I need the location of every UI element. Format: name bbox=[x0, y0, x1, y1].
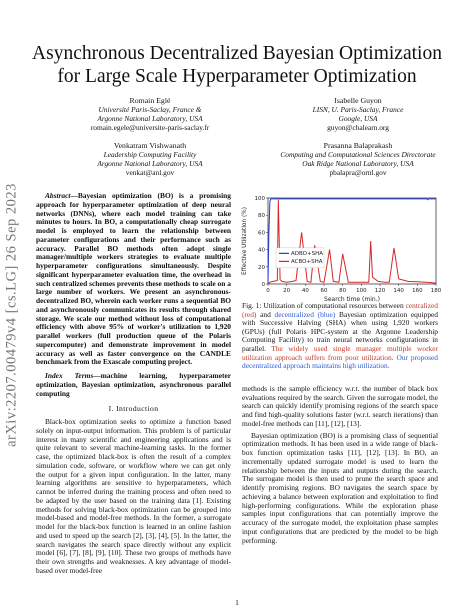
author-block-4 bbox=[240, 141, 476, 177]
intro-paragraph-1: Black-box optimization seeks to optimize a function based solely on input-output information. This problem is of particular interest in many scientific and engineering applications and is quite relevant to several machine-learning tasks. In the former case, the optimized black-box is often the result of a complex simulation code, software, or workflow where we can get only the output for a given input configuration. In the latter, many learning algorithms are sensitive to hyperparameters, which cannot be inferred during the training process and often need to be adapted by the user based on the training data [1]. Existing methods for solving black-box optimization can be grouped into model-based and model-free methods. In the former, a surrogate model for the black-box function is learned in an online fashion and used to speed up the search [2], [3], [4], [5]. In the latter, the search navigates the search space directly without any explicit model [6], [7], [8], [9], [10]. These two groups of methods have their own strengths and weaknesses. A key advantage of model-based over model-free bbox=[36, 417, 231, 575]
author-block-1 bbox=[60, 96, 240, 132]
x-tick-label: 60 bbox=[320, 288, 328, 294]
figure-1-caption bbox=[242, 302, 438, 371]
author-block-2 bbox=[270, 96, 446, 132]
author-affiliation: Université Paris-Saclay, France & bbox=[98, 105, 202, 114]
x-tick-label: 20 bbox=[283, 288, 291, 294]
x-tick-label: 0 bbox=[266, 288, 270, 294]
index-terms-label: Index Terms bbox=[45, 371, 94, 380]
y-tick-label: 0 bbox=[261, 282, 265, 288]
author-email: venkat@anl.gov bbox=[125, 168, 175, 177]
author-affiliation: Google, USA bbox=[338, 114, 378, 123]
author-affiliation: Argonne National Laboratory, USA bbox=[97, 114, 203, 123]
caption-text: Fig. 1: Utilization of computational resources between bbox=[242, 301, 406, 310]
index-terms-text: —machine learning, hyperparameter optimization, Bayesian optimization, asynchronous parallel computing bbox=[36, 371, 232, 398]
x-tick-label: 80 bbox=[339, 288, 347, 294]
author-name: Prasanna Balaprakash bbox=[323, 141, 393, 150]
x-tick-label: 40 bbox=[301, 288, 309, 294]
x-tick-label: 140 bbox=[393, 288, 404, 294]
arxiv-identifier bbox=[4, 150, 20, 480]
right-column bbox=[242, 302, 438, 545]
legend-entry: ACBO+SHA bbox=[291, 258, 323, 265]
author-email: pbalapra@ornl.gov bbox=[329, 168, 387, 177]
author-affiliation: Leadership Computing Facility bbox=[103, 150, 197, 159]
author-affiliation: LISN, U. Paris-Saclay, France bbox=[312, 105, 404, 114]
author-affiliation: Computing and Computational Sciences Directorate bbox=[280, 150, 436, 159]
caption-text: Bayesian optimization equipped with Successive Halving (SHA) when using 1,920 workers (GPUs) (full Polaris HPC-system at the Argonne Leadership Computing Facility) to train neural networks configurations in parallel. bbox=[242, 309, 438, 353]
abstract-text: —Bayesian optimization (BO) is a promising approach for hyperparameter optimization of deep neural networks (DNNs), where each model training can take minutes to hours. In BO, a computationally cheap surrogate model is employed to learn the relationship between parameter configurations and their performance such as accuracy. Parallel BO methods often adopt single manager/multiple workers strategies to evaluate multiple hyperparameter configurations simultaneously. Despite significant hyperparameter evaluation time, the overhead in such centralized schemes prevents these methods to scale on a large number of workers. We present an asynchronous-decentralized BO, wherein each worker runs a sequential BO and asynchronously communicates its results through shared storage. We scale our method without loss of computational efficiency with above 95% of worker's utilization to 1,920 parallel workers (full production queue of the Polaris supercomputer) and demonstrate improvement in model accuracy as well as faster convergence on the CANDLE benchmark from the Exascale computing project. bbox=[36, 191, 231, 367]
paper-title-line-1: Asynchronous Decentralized Bayesian Optimization bbox=[32, 43, 442, 64]
plot-frame bbox=[268, 198, 436, 284]
author-name: Isabelle Guyon bbox=[334, 96, 382, 105]
author-affiliation: Oak Ridge National Laboratory, USA bbox=[302, 159, 414, 168]
y-tick-label: 60 bbox=[258, 230, 265, 237]
author-block-3 bbox=[60, 141, 240, 177]
right-paragraph-2: Bayesian optimization (BO) is a promising class of sequential optimization methods. It has been used in a wide range of black-box function optimization tasks [11], [12], [13]. In BO, an incrementally updated surrogate model is used to learn the relationship between the inputs and outputs during the search. The surrogate model is then used to prune the search space and identify promising regions. BO navigates the search space by achieving a balance between exploration and exploitation to find high-performing configurations. While the exploration phase samples input configurations that can potentially improve the accuracy of the surrogate model, the exploitation phase samples input configurations that are predicted by the model to be high performing. bbox=[242, 430, 438, 545]
x-tick-label: 160 bbox=[412, 288, 423, 294]
caption-decentralized: decentralized (blue) bbox=[274, 309, 336, 319]
caption-text: and bbox=[256, 309, 275, 319]
author-email: guyon@chalearn.org bbox=[327, 123, 389, 132]
section-heading-introduction: I. Introduction bbox=[108, 404, 159, 414]
page-number: 1 bbox=[235, 598, 239, 607]
series-line-acbo-sha bbox=[268, 200, 436, 284]
paper-title-line-2: for Large Scale Hyperparameter Optimization bbox=[57, 66, 417, 87]
caption-blue-statement: Our proposed decentralized approach maintains high utilization. bbox=[242, 352, 438, 371]
right-paragraph-1: methods is the sample efficiency w.r.t. the number of black box evaluations required by the search. Given the surrogate model, the search can quickly identify promising regions of the search space and find high-quality solutions faster (w.r.t. search iterations) than model-free methods can [11], [12], [13]. bbox=[242, 383, 438, 428]
x-tick-label: 100 bbox=[356, 288, 367, 294]
utilization-chart bbox=[240, 190, 440, 302]
author-name: Venkatram Vishwanath bbox=[113, 141, 187, 150]
y-tick-label: 40 bbox=[258, 247, 265, 254]
figure-1 bbox=[240, 190, 440, 302]
author-email: romain.egele@universite-paris-saclay.fr bbox=[90, 123, 210, 132]
author-name: Romain Eglé bbox=[129, 96, 171, 105]
x-axis-label: Search time (min.) bbox=[324, 296, 380, 303]
abstract bbox=[36, 192, 231, 367]
legend-entry: ADBO+SHA bbox=[291, 250, 324, 257]
series-line-adbo-sha bbox=[268, 199, 436, 284]
x-tick-label: 180 bbox=[430, 288, 442, 294]
left-column bbox=[36, 192, 231, 576]
y-tick-label: 100 bbox=[254, 196, 265, 202]
x-tick-label: 120 bbox=[374, 288, 386, 294]
y-tick-label: 80 bbox=[258, 213, 265, 220]
author-affiliation: Argonne National Laboratory, USA bbox=[97, 159, 203, 168]
index-terms bbox=[36, 372, 231, 398]
caption-red-statement: The widely used single manager multiple worker utilization approach suffers from poor utilization. bbox=[242, 343, 438, 362]
y-tick-label: 20 bbox=[258, 264, 265, 271]
abstract-label: Abstract bbox=[45, 191, 71, 200]
arxiv-id-text: arXiv:2207.00479v4 [cs.LG] 26 Sep 2023 bbox=[3, 183, 20, 447]
y-axis-label: Effective Utilization (%) bbox=[242, 206, 248, 276]
caption-centralized: centralized (red) bbox=[242, 301, 438, 319]
